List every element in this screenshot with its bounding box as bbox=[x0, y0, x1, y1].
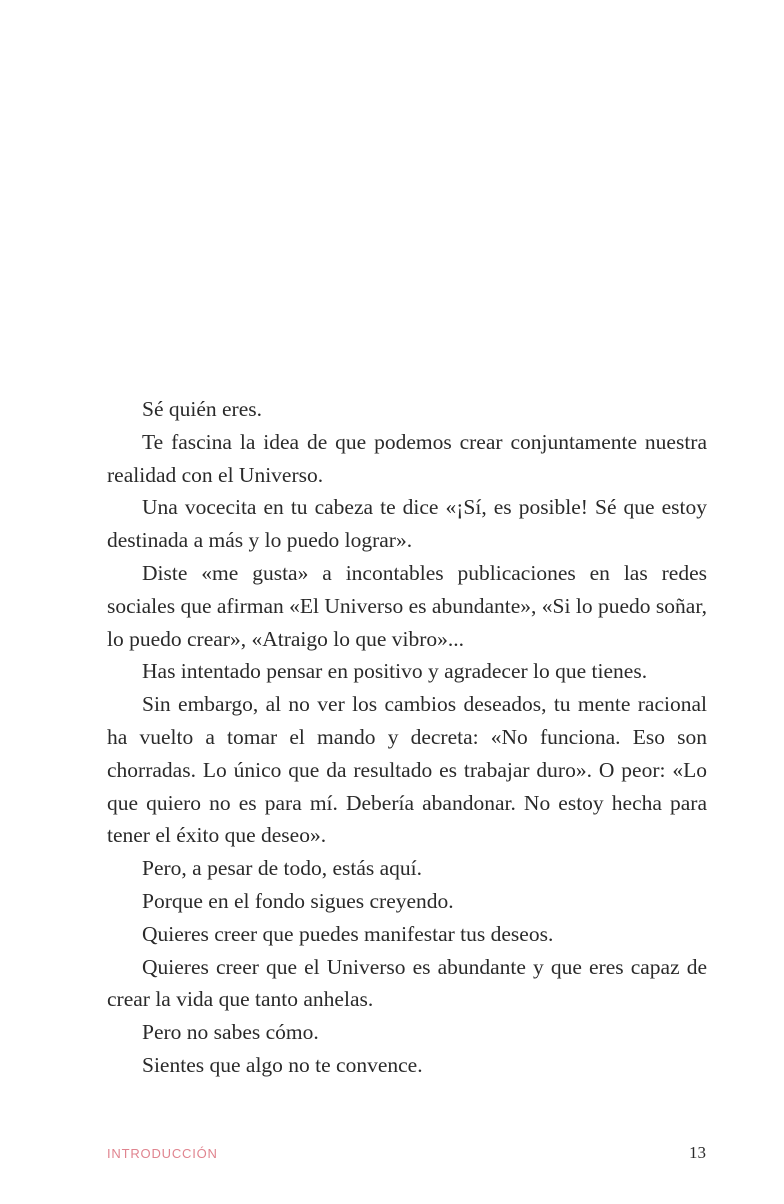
paragraph: Diste «me gusta» a incontables publicaciones en las redes sociales que afirman «El Universo es abundante», «Si lo puedo soñar, lo puedo crear», «Atraigo lo que vibro»... bbox=[107, 560, 707, 651]
paragraph: Pero, a pesar de todo, estás aquí. bbox=[142, 856, 423, 881]
paragraph: Porque en el fondo sigues creyendo. bbox=[142, 888, 454, 913]
paragraph: Sin embargo, al no ver los cambios deseados, tu mente racional ha vuelto a tomar el mando y decreta: «No funciona. Eso son chorradas. Lo único que da resultado es trabajar duro». O peor: «Lo que quiero no es para mí. Debería abandonar. No estoy hecha para tener el éxito que deseo». bbox=[107, 692, 707, 848]
paragraph: Una vocecita en tu cabeza te dice «¡Sí, es posible! Sé que estoy destinada a más y lo puedo lograr». bbox=[107, 495, 707, 553]
chapter-body-text bbox=[107, 393, 707, 1082]
paragraph: Has intentado pensar en positivo y agradecer lo que tienes. bbox=[142, 659, 648, 684]
paragraph: Te fascina la idea de que podemos crear conjuntamente nuestra realidad con el Universo. bbox=[107, 429, 707, 487]
paragraph: Quieres creer que puedes manifestar tus deseos. bbox=[142, 921, 554, 946]
paragraph: Sé quién eres. bbox=[142, 397, 263, 421]
paragraph: Quieres creer que el Universo es abundante y que eres capaz de crear la vida que tanto anhelas. bbox=[107, 954, 707, 1012]
paragraph: Pero no sabes cómo. bbox=[142, 1020, 319, 1045]
running-footer-section-title: INTRODUCCIÓN bbox=[107, 1146, 218, 1161]
paragraph: Sientes que algo no te convence. bbox=[142, 1052, 423, 1077]
page-number: 13 bbox=[689, 1143, 706, 1162]
